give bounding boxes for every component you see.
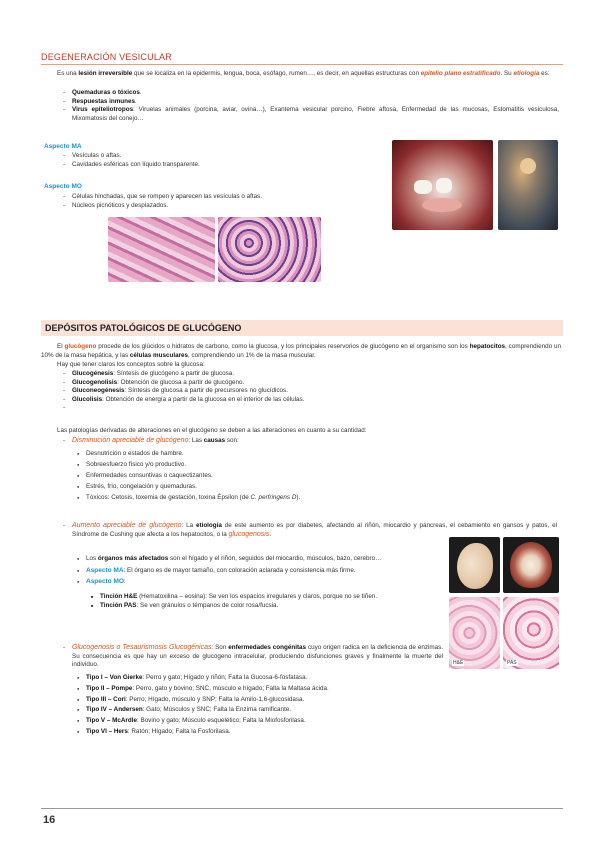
list-item: ● Sobreesfuerzo físico y/o productivo. [77, 459, 547, 470]
item-bold: Tipo VI – Hers [86, 727, 128, 735]
increase-title: Aumento apreciable de glucógeno [72, 522, 182, 529]
increase-text: : La [181, 522, 196, 529]
para-text: , comprendiendo un 10% de la masa hepática, y las [41, 343, 561, 359]
increase-paragraph: - Aumento apreciable de glucógeno: La etiología de este aumento es por diabetes, afectando al riñón, miocardio y páncreas, el cebamiento en gansos y patos, el Síndrome de Cushing que afecta a los hepatocitos, o la glucogenosis. [63, 522, 557, 538]
glucogenosis-bold: enfermedades congénitas [228, 644, 307, 651]
concepts-list [63, 370, 553, 413]
intro-bold: lesión irreversible [78, 70, 133, 77]
list-item: - Vesículas o aftas. [63, 152, 383, 161]
intro-paragraph [57, 70, 561, 79]
item-bold: Tinción H&E [100, 593, 138, 600]
decrease-heading: - Disminución apreciable de glucógeno: Las causas son: [63, 437, 239, 444]
decrease-bold: causas [203, 437, 226, 444]
increase-term: glucogenosis [228, 530, 270, 538]
section-title-bar [41, 320, 563, 336]
list-item: - Células hinchadas, que se rompen y aparecen las vesículas o aftas. [63, 193, 383, 202]
item-bold: órganos más afectados [97, 555, 169, 562]
page-number: 16 [43, 814, 56, 826]
intro-text: . Su [500, 70, 514, 77]
item-blue-label: Aspecto MO [86, 578, 124, 586]
item-bold: Glucogénesis [72, 370, 114, 377]
footer-rule [41, 808, 563, 809]
item-text: : Bovino y gato; Músculo esquelético; Falta la Miofosforilasa. [136, 717, 306, 725]
para-bold: células musculares [129, 351, 189, 359]
item-bold: Tipo II – Pompe [86, 684, 133, 692]
list-item [77, 695, 547, 706]
title-rule [41, 64, 563, 65]
item-text: : Obtención de glucosa a partir de glucógeno. [117, 378, 245, 386]
list-item [91, 593, 443, 602]
list-item: ● Estrés, frío, congelación y quemaduras. [77, 481, 547, 492]
item-blue-label: Aspecto MA [86, 566, 124, 574]
mo-list [63, 193, 383, 210]
item-bold: Quemaduras o tóxicos [72, 89, 140, 96]
kidney-photo [449, 537, 500, 593]
list-item [63, 379, 553, 388]
item-text: : Se ven gránulos o témpanos de color rosa/fucsia. [136, 601, 279, 609]
item-bold: Tinción PAS [100, 601, 137, 609]
ma-list [63, 152, 383, 169]
item-text: : Perro; Hígado, músculo y SNP; Falta la Amilo-1,6-glucosidasa. [125, 695, 305, 703]
para-text: El [57, 343, 65, 350]
item-bold: Tipo III – Cori [86, 695, 126, 703]
item-text: : Perro, gato y bovino; SNC, músculo e hígado; Falta la Maltasa ácida. [132, 684, 329, 692]
glucogeno-paragraph [41, 343, 561, 360]
histology-he-kidney [449, 597, 500, 669]
section-title-vesicular: DEGENERACIÓN VESICULAR [41, 52, 172, 62]
para-term: glucógeno [64, 343, 97, 350]
list-item [77, 492, 547, 503]
item-bold: Tipo I – Von Gierke [86, 674, 143, 681]
increase-list [77, 555, 442, 587]
item-bold: Glucogenolisis [72, 378, 118, 386]
item-text: : Ratón; Hígado; Falta la Fosforilasa. [127, 727, 231, 735]
intro-text: que se localiza en la epidermis, lengua, boca, esófago, rumen…, es decir, en aquellas estructuras con [132, 70, 421, 77]
list-item [63, 387, 553, 396]
section-title-glucogeno: DEPÓSITOS PATOLÓGICOS DE GLUCÓGENO [45, 323, 242, 333]
list-item: ● Enfermedades consuntivas o caquectizantes. [77, 470, 547, 481]
histology-pas-kidney [503, 597, 559, 669]
increase-bold: etiología [195, 522, 222, 529]
list-item [77, 673, 547, 684]
decrease-text: : Las [188, 437, 204, 444]
increase-text: . [269, 530, 272, 538]
list-item [77, 716, 547, 727]
decrease-text: son: [225, 437, 239, 444]
item-text: : Viruelas animales (porcina, aviar, ovina…), Exantema vesicular porcino, Fiebre aftosa, Enfermedad de las mucosas, Estomatitis vesiculosa, Mixomatosis del conejo… [72, 106, 559, 122]
para-text: , comprendiendo un 1% de la masa muscular. [188, 351, 316, 359]
item-text: (Hematoxilina – eosina): Se ven los espacios irregulares y claros, porque no se tiñen. [137, 593, 378, 600]
list-item [77, 684, 547, 695]
list-item [63, 370, 553, 379]
list-item [77, 578, 442, 587]
item-text: Tóxicos: Cetosis, toxemia de gestación, toxina Épsilon (de [86, 494, 251, 501]
glucogenosis-paragraph: - Glucogenosis o Tesaurismosis Glucogénicas: Son enfermedades congénitas cuyo origen radica en la deficiencia de enzimas. Su consecuencia es que hay un exceso de glucógeno intracelular, produciendo disfunciones graves y finalmente la muerte del individuo. [63, 644, 444, 669]
list-item [63, 89, 559, 98]
histology-he-image-2 [218, 217, 321, 282]
item-italic: C. perfringens D [250, 494, 297, 501]
aspecto-ma-label: Aspecto MA [44, 143, 82, 150]
alterations-intro: Las patologías derivadas de alteraciones en el glucógeno se deben a las alteraciones en cuanto a su cantidad: [57, 427, 367, 434]
glycogen-types-list [77, 673, 547, 738]
list-item-empty [63, 404, 553, 413]
list-item [63, 106, 559, 123]
item-text: : Gato; Músculos y SNC; Falta la Enzima ramificante. [142, 706, 292, 714]
item-text: : [123, 578, 126, 586]
item-text: ). [296, 494, 301, 501]
histology-he-image-1 [108, 217, 215, 282]
intro-term: etiología [513, 70, 540, 77]
decrease-title: Disminución apreciable de glucógeno [72, 437, 189, 444]
list-item: - Núcleos picnóticos y desplazados. [63, 202, 383, 211]
list-item [63, 98, 559, 107]
he-image-label: H&E [453, 660, 464, 666]
concepts-intro: Hay que tener claros los conceptos sobre la glucosa: [57, 361, 205, 368]
skin-lesion-photo [498, 140, 558, 230]
list-item [77, 727, 547, 738]
item-bold: Virus epiteliotropos [72, 106, 134, 114]
list-item [91, 602, 443, 611]
kidney-section-photo [503, 537, 559, 593]
item-text: Los [86, 555, 98, 562]
intro-term: epitelio plano estratificado [420, 70, 501, 77]
aspecto-mo-label: Aspecto MO [44, 183, 82, 190]
item-text: . [139, 89, 142, 96]
item-text: : Obtención de energía a partir de la glucosa en el interior de las células. [102, 395, 305, 403]
list-item [63, 396, 553, 405]
item-text: . [135, 97, 137, 105]
list-item: ● Desnutrición o estados de hambre. [77, 448, 547, 459]
item-bold: Glucolisis [72, 395, 103, 403]
mo-stain-list [91, 593, 443, 610]
decrease-causes-list [77, 448, 547, 503]
item-text: : El órgano es de mayor tamaño, con coloración aclarada y consistencia más firme. [123, 566, 356, 574]
para-bold: hepatocitos [469, 343, 506, 350]
item-bold: Respuestas inmunes [72, 97, 135, 105]
list-item [77, 555, 442, 564]
intro-text: Es una [57, 70, 79, 77]
increase-text: de este aumento es por diabetes, afectando al riñón, miocardio y páncreas, el cebamiento en gansos y patos, el Síndrome de Cushing que afecta a los hepatocitos, o la [72, 522, 557, 538]
glucogenosis-title: Glucogenosis o Tesaurismosis Glucogénicas [72, 644, 212, 651]
glucogenosis-text: : Son [211, 644, 229, 651]
item-bold: Gluconeogénesis [72, 387, 125, 395]
list-item [77, 705, 547, 716]
item-text: son el hígado y el riñón, seguidos del miocardio, músculos, bazo, cerebro… [168, 555, 382, 562]
causes-list [63, 89, 559, 123]
intro-text: es: [539, 70, 550, 77]
mouth-vesicles-photo [392, 140, 493, 230]
list-item [77, 567, 442, 576]
list-item: - Cavidades esféricas con líquido transparente. [63, 161, 383, 170]
pas-image-label: PAS [507, 660, 517, 666]
item-text: : Perro y gato; Hígado y riñón; Falta la Gucosa-6-fosfatasa. [142, 674, 308, 681]
item-text: : Síntesis de glucosa a partir de precursores no glucídicos. [124, 387, 288, 395]
glucogenosis-text: cuyo origen radica en la deficiencia de enzimas. Su consecuencia es que hay un exceso de glucógeno intracelular, produciendo disfunciones graves y finalmente la muerte del individuo. [72, 644, 444, 669]
item-text: : Síntesis de glucógeno a partir de glucosa. [113, 370, 235, 377]
item-bold: Tipo V – McArdle [86, 717, 137, 725]
para-text: procede de los glúcidos o hidratos de carbono, como la glucosa, y los principales reservorios de glucógeno en el organismo son los [96, 343, 470, 350]
item-bold: Tipo IV – Andersen [86, 706, 143, 714]
